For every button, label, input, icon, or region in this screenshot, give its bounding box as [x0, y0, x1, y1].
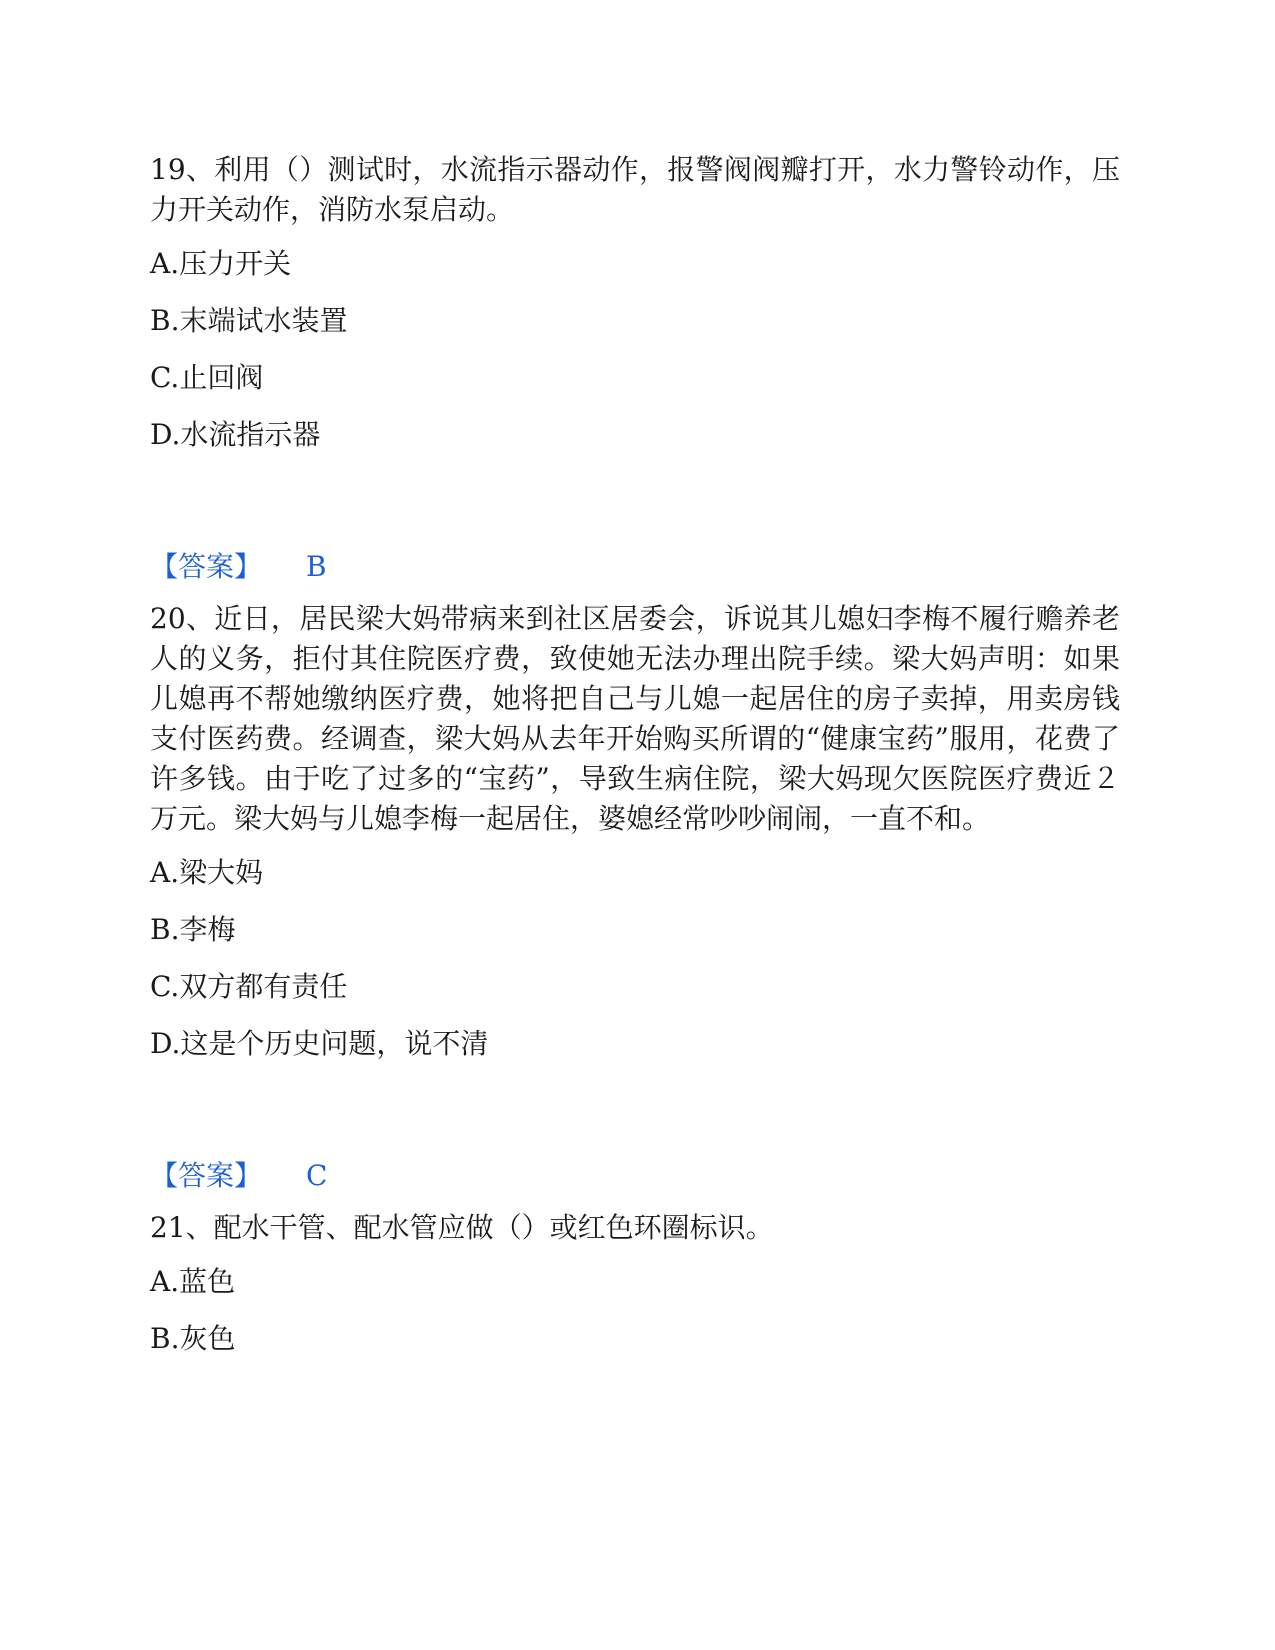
option-a: A.梁大妈 [150, 856, 264, 889]
answer-line [150, 1156, 1120, 1196]
option-d: D.这是个历史问题，说不清 [150, 1027, 489, 1060]
question-20 [150, 599, 1120, 1196]
option-b: B.末端试水装置 [150, 304, 348, 337]
answer-letter: B [306, 550, 327, 583]
answer-line [150, 547, 1120, 587]
option-a: A.压力开关 [150, 247, 292, 280]
question-text: 19、利用（）测试时，水流指示器动作，报警阀阀瓣打开，水力警铃动作，压力开关动作，消防水泵启动。 [150, 153, 1120, 226]
option-c: C.双方都有责任 [150, 970, 348, 1003]
question-19 [150, 150, 1120, 587]
answer-letter: C [306, 1159, 328, 1192]
option-b: B.灰色 [150, 1322, 236, 1355]
question-text: 20、近日，居民梁大妈带病来到社区居委会，诉说其儿媳妇李梅不履行赡养老人的义务，拒付其住院医疗费，致使她无法办理出院手续。梁大妈声明：如果儿媳再不帮她缴纳医疗费，她将把自己与儿媳一起居住的房子卖掉，用卖房钱支付医药费。经调查，梁大妈从去年开始购买所谓的“健康宝药”服用，花费了许多钱。由于吃了过多的“宝药”，导致生病住院，梁大妈现欠医院医疗费近２万元。梁大妈与儿媳李梅一起居住，婆媳经常吵吵闹闹，一直不和。 [150, 602, 1120, 835]
answer-label: 【答案】 [150, 550, 263, 583]
option-a: A.蓝色 [150, 1265, 236, 1298]
document-page [150, 150, 1120, 1376]
answer-label: 【答案】 [150, 1159, 263, 1192]
option-c: C.止回阀 [150, 361, 264, 394]
question-text: 21、配水干管、配水管应做（）或红色环圈标识。 [150, 1211, 774, 1244]
option-d: D.水流指示器 [150, 418, 321, 451]
option-b: B.李梅 [150, 913, 236, 946]
question-21 [150, 1208, 1120, 1359]
